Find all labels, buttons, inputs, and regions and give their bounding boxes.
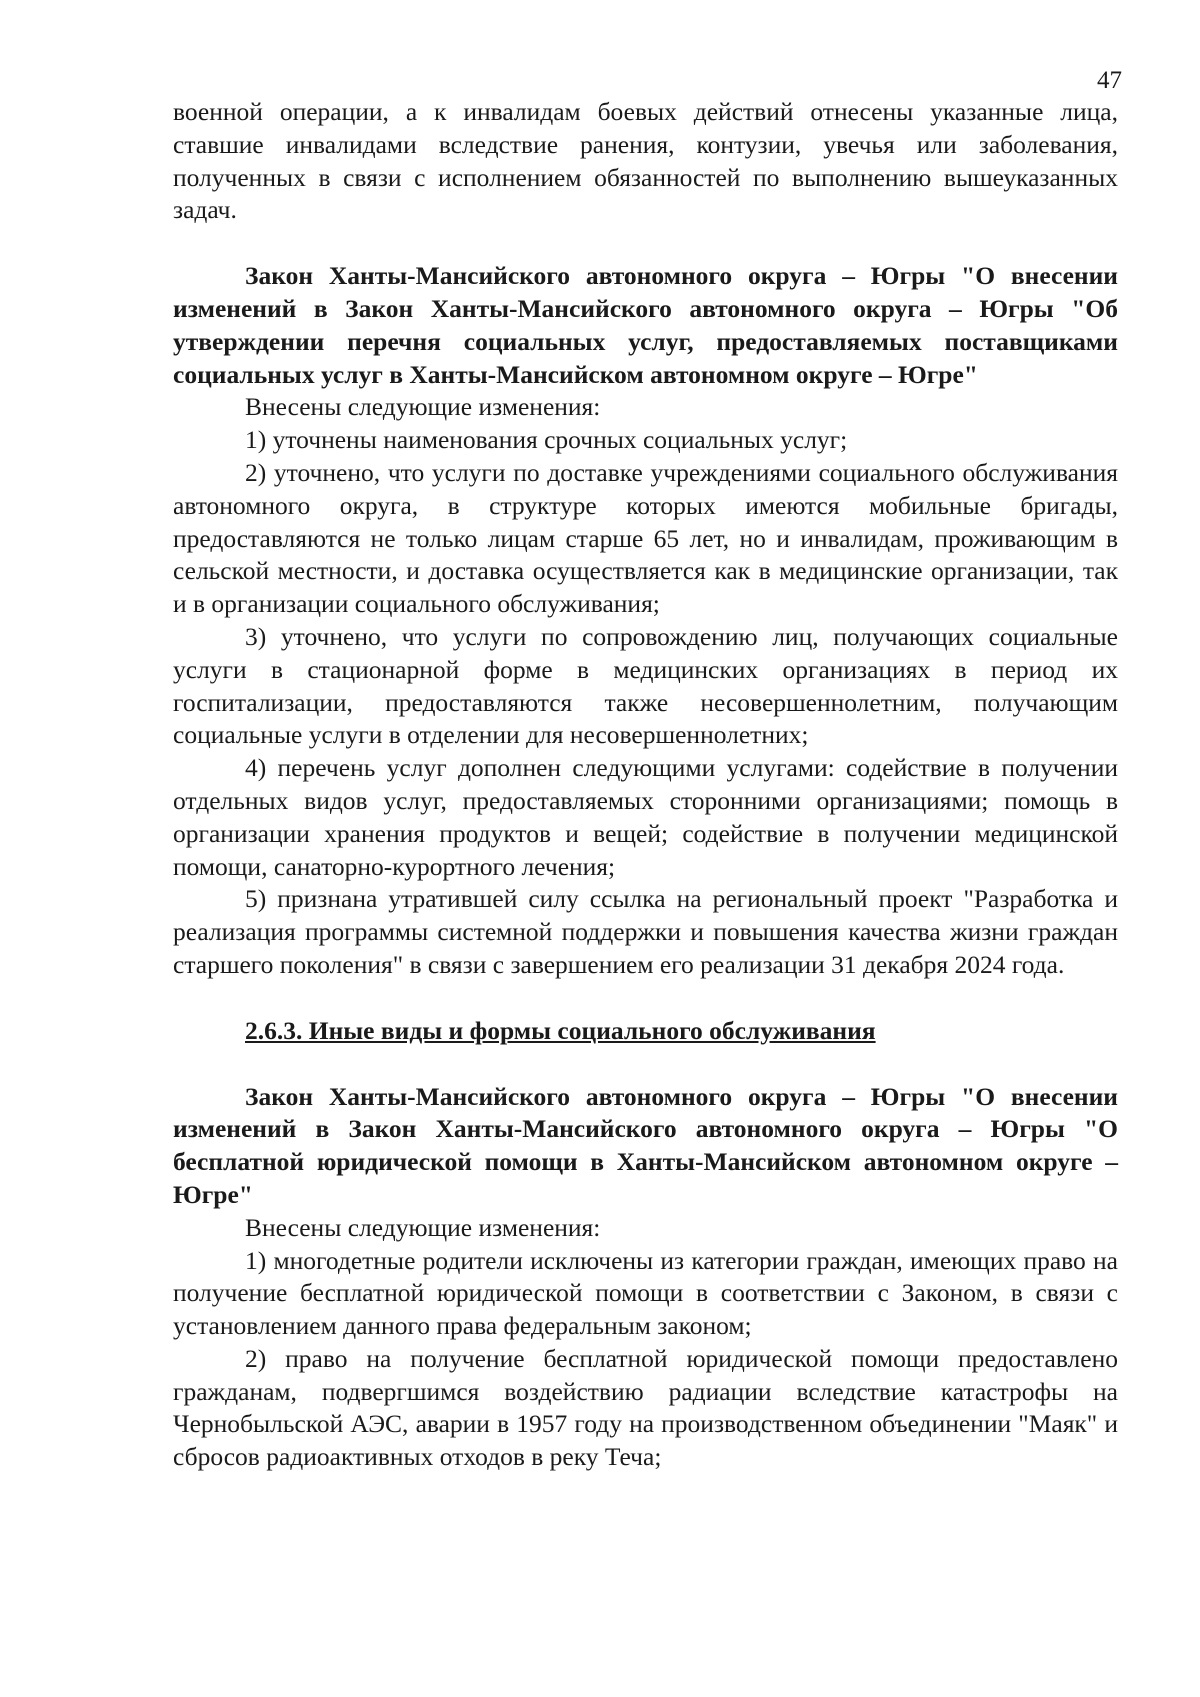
law-title-legal-aid: Закон Ханты-Мансийского автономного округа – Югры "О внесении изменений в Закон Ханты-Мансийского автономного округа – Югры "О бесплатной юридической помощи в Ханты-Мансийском автономном округе – Югре" — [173, 1081, 1118, 1209]
section-heading: 2.6.3. Иные виды и формы социального обслуживания — [245, 1015, 876, 1045]
law-intro: Внесены следующие изменения: — [245, 1212, 601, 1242]
page-number: 47 — [1097, 67, 1122, 94]
document-body — [173, 96, 1118, 1474]
law-title-social-services: Закон Ханты-Мансийского автономного округа – Югры "О внесении изменений в Закон Ханты-Мансийского автономного округа – Югры "Об утверждении перечня социальных услуг, предоставляемых поставщиками социальных услуг в Ханты-Мансийском автономном округе – Югре" — [173, 261, 1118, 389]
list-item: 4) перечень услуг дополнен следующими услугами: содействие в получении отдельных видов услуг, предоставляемых сторонними организациями; помощь в организации хранения продуктов и вещей; содействие в получении медицинской помощи, санаторно-курортного лечения; — [173, 753, 1118, 881]
law-intro: Внесены следующие изменения: — [245, 392, 601, 422]
list-item: 1) многодетные родители исключены из категории граждан, имеющих право на получение бесплатной юридической помощи в соответствии с Законом, в связи с установлением данного права федеральным законом; — [173, 1245, 1118, 1341]
spacer — [173, 982, 1118, 1015]
list-item: 3) уточнено, что услуги по сопровождению лиц, получающих социальные услуги в стационарной форме в медицинских организациях в период их госпитализации, предоставляются также несовершеннолетним, получающим социальные услуги в отделении для несовершеннолетних; — [173, 621, 1118, 750]
list-item: 2) уточнено, что услуги по доставке учреждениями социального обслуживания автономного округа, в структуре которых имеются мобильные бригады, предоставляются не только лицам старше 65 лет, но и инвалидам, проживающим в сельской местности, и доставка осуществляется как в медицинские организации, так и в организации социального обслуживания; — [173, 457, 1118, 619]
spacer — [173, 1048, 1118, 1081]
list-item: 1) уточнены наименования срочных социальных услуг; — [245, 425, 848, 455]
opening-paragraph: военной операции, а к инвалидам боевых действий отнесены указанные лица, ставшие инвалидами вследствие ранения, контузии, увечья или заболевания, полученных в связи с исполнением обязанностей по выполнению вышеуказанных задач. — [173, 97, 1118, 225]
spacer — [173, 227, 1118, 260]
list-item: 2) право на получение бесплатной юридической помощи предоставлено гражданам, подвергшимся воздействию радиации вследствие катастрофы на Чернобыльской АЭС, аварии в 1957 году на производственном объединении "Маяк" и сбросов радиоактивных отходов в реку Теча; — [173, 1343, 1118, 1472]
list-item: 5) признана утратившей силу ссылка на региональный проект "Разработка и реализация программы системной поддержки и повышения качества жизни граждан старшего поколения" в связи с завершением его реализации 31 декабря 2024 года. — [173, 884, 1118, 979]
